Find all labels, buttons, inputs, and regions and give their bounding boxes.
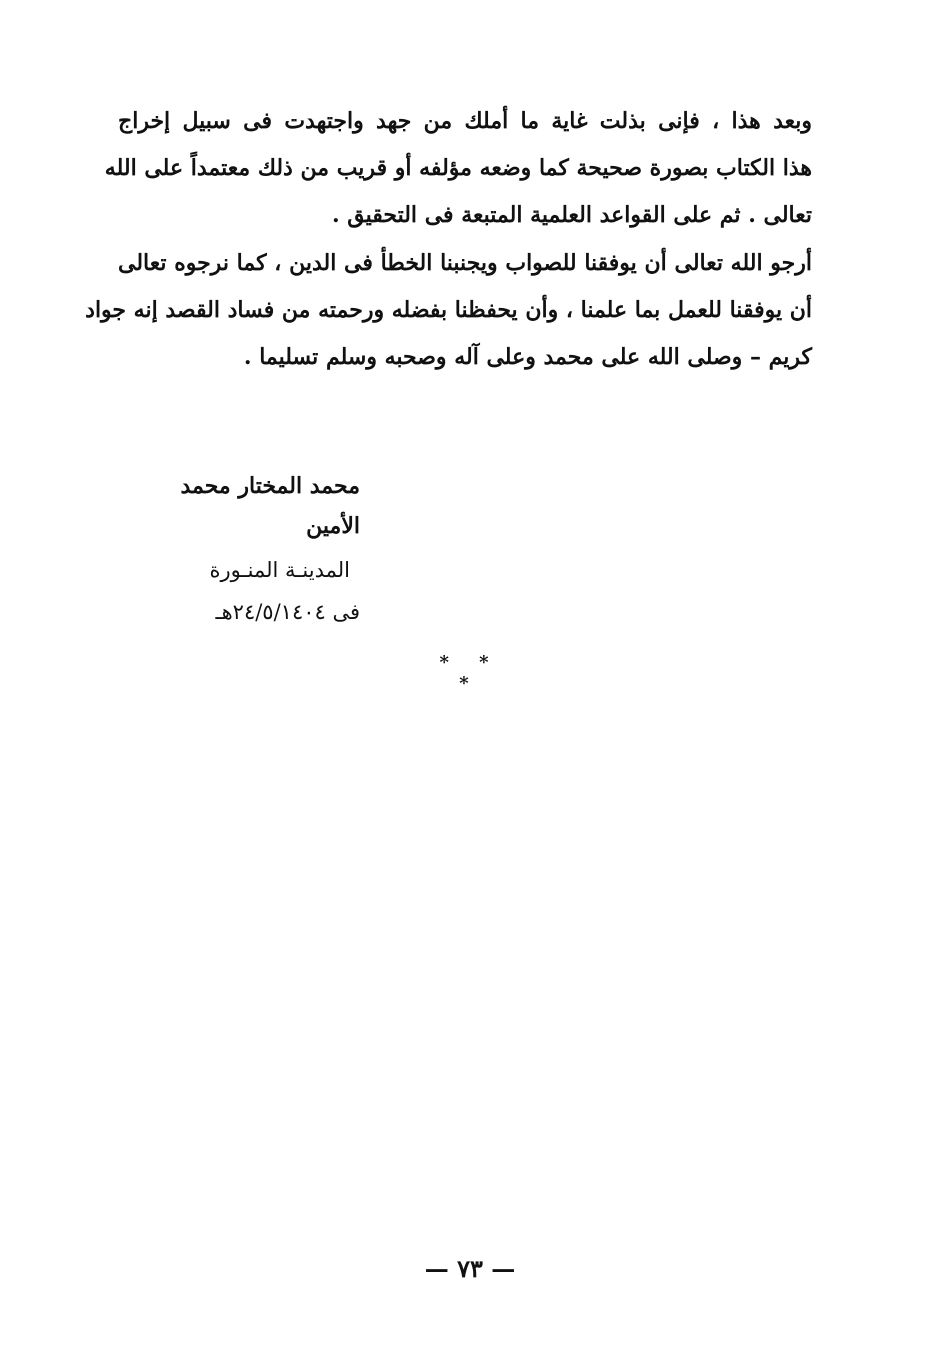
paragraph-line: كريم – وصلى الله على محمد وعلى آله وصحبه وسلم تسليما . <box>243 344 812 370</box>
author-name: محمد المختار محمد الأمين <box>180 473 360 539</box>
signature-block <box>140 466 360 632</box>
author-date: فى ٢٤/٥/١٤٠٤هـ <box>215 600 360 624</box>
page-number: — ٧٣ — <box>424 1254 516 1283</box>
paragraph-line: أن يوفقنا للعمل بما علمنا ، وأن يحفظنا بفضله ورحمته من فساد القصد إنه جواد <box>85 297 812 323</box>
paragraph-line: تعالى . ثم على القواعد العلمية المتبعة فى التحقيق . <box>331 202 812 228</box>
paragraph-line: وبعد هذا ، فإنى بذلت غاية ما أملك من جهد واجتهدت فى سبيل إخراج <box>118 108 812 134</box>
paragraph-closing-remarks <box>104 98 812 239</box>
section-separator: * * * <box>439 652 501 694</box>
paragraph-prayer <box>85 240 812 381</box>
author-place: المدينـة المنـورة <box>209 558 350 582</box>
paragraph-line: هذا الكتاب بصورة صحيحة كما وضعه مؤلفه أو قريب من ذلك معتمداً على الله <box>104 155 812 181</box>
paragraph-line: أرجو الله تعالى أن يوفقنا للصواب ويجنبنا الخطأ فى الدين ، كما نرجوه تعالى <box>118 250 812 276</box>
